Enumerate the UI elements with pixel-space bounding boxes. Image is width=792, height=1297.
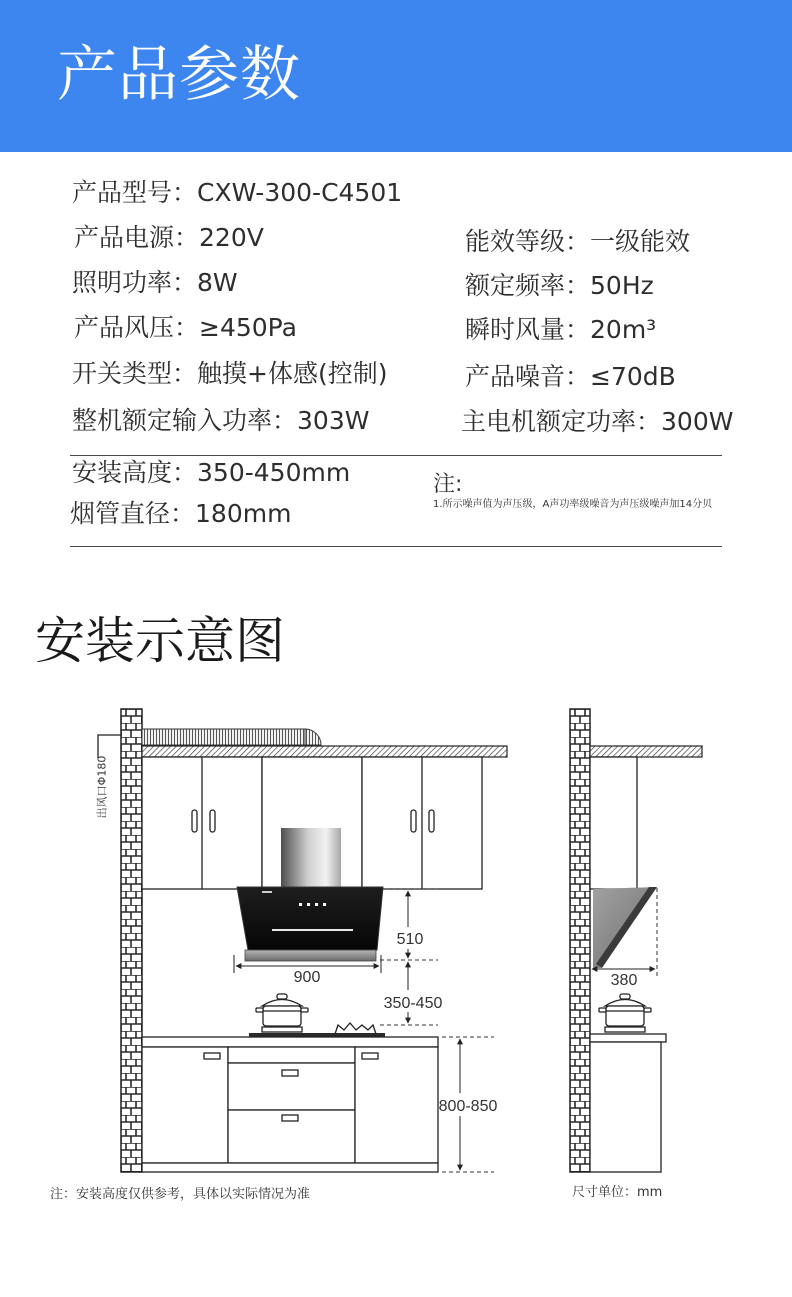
base-cabinets [142,1047,438,1172]
spec-value: 触摸+体感(控制) [197,359,388,388]
cabinet-handle [411,810,416,832]
pot-body [263,1006,301,1026]
drawer-top-strip [228,1047,355,1063]
hood-chimney-cover [281,828,341,888]
ceiling-beam-side [590,746,702,757]
spec-label: 产品电源： [74,223,200,252]
spec-value: 220V [199,223,264,252]
dim-label: 900 [293,969,321,986]
display-dot [307,903,310,906]
spec-label: 整机额定输入功率： [72,406,298,435]
brick-wall-right [570,709,590,1172]
dim-counter-height [439,1037,498,1172]
install-disclaimer: 注：安装高度仅供参考，具体以实际情况为准 [50,1187,311,1202]
spec-switch-type [72,359,387,389]
cabinet-handle [192,810,197,832]
spec-label: 开关类型： [72,359,198,388]
dim-hood-to-cabinet [397,891,424,958]
pot-left [256,994,308,1032]
spec-air-pressure [74,313,297,343]
pot-lid-knob [277,994,287,999]
spec-label: 产品型号： [72,178,198,207]
range-hood-side [593,887,657,968]
spec-label: 产品噪音： [465,362,591,391]
drawer-handle [282,1070,298,1076]
installation-diagram [0,695,792,1185]
burner-right [335,1023,376,1034]
spec-value: CXW-300-C4501 [197,178,403,207]
unit-note: 尺寸单位：mm [572,1185,663,1200]
pot-handle [301,1008,308,1012]
hood-base-trim [245,950,376,961]
spec-label: 烟管直径： [70,499,196,528]
spec-duct-diameter [70,499,291,529]
spec-label: 安装高度： [72,458,198,487]
dim-label: 350-450 [383,995,443,1012]
dim-label: 380 [610,972,638,989]
display-dot [323,903,326,906]
dim-label: 800-850 [438,1098,498,1115]
spec-label: 能效等级： [465,227,591,256]
divider-bottom [70,546,722,547]
cabinet-plinth [142,1163,438,1172]
pot-handle [644,1008,651,1012]
spec-value: ≥450Pa [199,313,297,342]
base-cabinet-left-door [142,1047,228,1163]
spec-power-supply [74,223,264,253]
spec-value: 180mm [195,499,292,528]
spec-value: 8W [197,268,238,297]
spec-install-height [72,458,350,488]
hood-light-strip [272,929,353,931]
spec-rated-frequency [465,271,654,301]
front-view [95,709,508,1172]
burner-grate [262,1027,302,1032]
cabinet-handle [429,810,434,832]
spec-value: 300W [661,407,734,436]
pot-lid-knob [620,994,630,999]
spec-value: 20m³ [590,315,657,344]
side-view [570,709,702,1172]
pot-body [606,1006,644,1026]
cabinet-handle [204,1053,220,1059]
hood-logo [262,891,272,893]
spec-rated-input-power [72,406,369,436]
spec-label: 瞬时风量： [465,315,591,344]
cabinet-handle [210,810,215,832]
spec-value: 350-450mm [197,458,351,487]
spec-model [72,178,402,208]
pot-handle [256,1008,263,1012]
spec-motor-power [461,407,733,437]
divider-top [70,455,722,456]
spec-value: ≤70dB [590,362,676,391]
base-cabinet-right-door [355,1047,438,1163]
spec-value: 303W [297,406,370,435]
spec-label: 额定频率： [465,271,591,300]
ceiling-beam [142,746,507,757]
spec-label: 主电机额定功率： [461,407,662,436]
burner-grate [605,1027,645,1032]
spec-value: 50Hz [590,271,654,300]
exhaust-duct [142,729,305,745]
pot-handle [599,1008,606,1012]
section-title: 安装示意图 [35,612,285,670]
spec-label: 产品风压： [74,313,200,342]
spec-label: 照明功率： [72,268,198,297]
page-title: 产品参数 [57,40,301,110]
countertop [142,1037,438,1047]
outlet-label: 出风口Φ180 [95,755,109,819]
pot-lid [262,1000,302,1007]
pot-right [599,994,651,1032]
spec-lighting-power [72,268,238,298]
countertop-side [590,1034,666,1042]
brick-wall-left [121,709,142,1172]
spec-air-volume [465,315,656,345]
display-dot [299,903,302,906]
drawer-handle [282,1115,298,1121]
upper-cabinet-side [590,757,637,889]
dim-label: 510 [396,931,424,948]
header-banner [0,0,792,152]
base-cabinet-side [590,1042,661,1172]
outlet-label-leader [98,735,121,758]
hood-glass-panel [237,887,383,950]
exhaust-duct-elbow [305,729,321,745]
spec-energy-grade [465,227,690,257]
note-text: 1.所示噪声值为声压级，A声功率级噪音为声压级噪声加14分贝 [433,499,713,510]
pot-lid [605,1000,645,1007]
note-title: 注: [433,472,463,497]
dim-hood-to-cooktop [384,962,443,1023]
spec-value: 一级能效 [590,227,691,256]
display-dot [315,903,318,906]
cabinet-handle [362,1053,378,1059]
range-hood-front [237,887,383,961]
spec-noise [465,362,676,392]
